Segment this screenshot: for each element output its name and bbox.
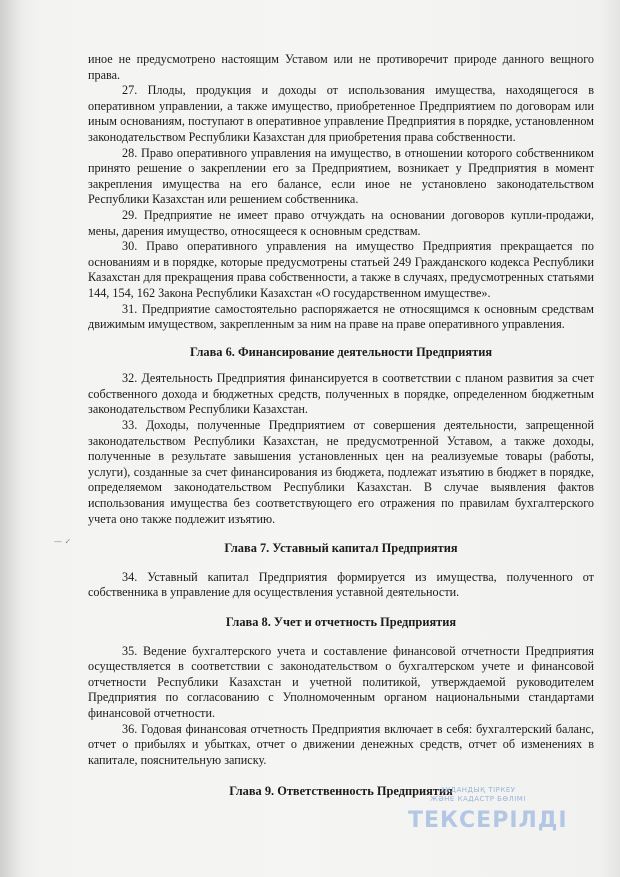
stamp-line-1: АУДАНДЫҚ ТІРКЕУ bbox=[440, 786, 516, 794]
paragraph-30: 30. Право оперативного управления на имущество Предприятия прекращается по основаниям и в порядке, которые предусмотрены статьей 249 Гражданского кодекса Республики Казахстан для прекращения права собственности, а также в случаях, предусмотренных статьями 144, 154, 162 Закона Республики Казахстан «О государственном имуществе». bbox=[88, 239, 594, 300]
paragraph-34: 34. Уставный капитал Предприятия формируется из имущества, полученного от собственника в управление для осуществления уставной деятельности. bbox=[88, 569, 594, 600]
chapter-7-heading: Глава 7. Уставный капитал Предприятия bbox=[224, 541, 458, 556]
paragraph-35: 35. Ведение бухгалтерского учета и составление финансовой отчетности Предприятия осуществляется в соответствии с законодательством о бухгалтерском учете и финансовой отчетности Республики Казахстан и учетной политикой, утверждаемой руководителем Предприятия по согласованию с Уполномоченным органом национальными стандартами финансовой отчетности. bbox=[88, 643, 594, 720]
paragraph-32: 32. Деятельность Предприятия финансируется в соответствии с планом развития за счет собственного дохода и бюджетных средств, полученных в порядке, определенном бюджетным законодательством Республики Казахстан. bbox=[88, 371, 594, 417]
chapter-6-heading: Глава 6. Финансирование деятельности Предприятия bbox=[189, 344, 493, 359]
paragraph-28: 28. Право оперативного управления на имущество, в отношении которого собственником принято решение о закреплении его за Предприятием, возникает у Предприятия в момент закрепления имущества на его балансе, если иное не установлено законодательством Республики Казахстан или решением собственника. bbox=[88, 145, 594, 207]
stamp-line-2: ЖӘНЕ КАДАСТР БӨЛІМІ bbox=[430, 795, 526, 803]
binding-shadow bbox=[0, 0, 22, 877]
document-body bbox=[88, 52, 594, 800]
paragraph-36: 36. Годовая финансовая отчетность Предприятия включает в себя: бухгалтерский баланс, отчет о прибылях и убытках, отчет о движении денежных средств, отчет об изменениях в капитале, пояснительную записку. bbox=[88, 721, 594, 767]
chapter-8-heading: Глава 8. Учет и отчетность Предприятия bbox=[225, 615, 457, 629]
paragraph-33: 33. Доходы, полученные Предприятием от совершения деятельности, запрещенной законодательством Республики Казахстан, не предусмотренной Уставом, а также доходы, полученные в результате завышения установленных цен на реализуемые товары (работы, услуги), созданные за счет финансирования из бюджета, подлежат изъятию в бюджет в порядке, определяемом законодательством Республики Казахстан. В случае выявления фактов использования имущества без соответствующего его отражения по правилам бухгалтерского учета оно также подлежит изъятию. bbox=[88, 418, 594, 526]
chapter-9-heading: Глава 9. Ответственность Предприятия bbox=[229, 784, 453, 799]
paragraph-29: 29. Предприятие не имеет право отчуждать на основании договоров купли-продажи, мены, дарения имущество, относящееся к основным средствам. bbox=[88, 207, 594, 238]
registration-stamp bbox=[408, 786, 568, 842]
paragraph-31: 31. Предприятие самостоятельно распоряжается не относящимся к основным средствам движимым имуществом, закрепленным за ним на праве на праве оперативного управления. bbox=[88, 301, 594, 332]
paragraph-continuation: иное не предусмотрено настоящим Уставом или не противоречит природе данного вещного права. bbox=[88, 52, 594, 82]
stamp-verified-text: ТЕКСЕРІЛДІ bbox=[408, 808, 568, 833]
margin-mark: — ✓ bbox=[54, 537, 72, 546]
paragraph-27: 27. Плоды, продукция и доходы от использования имущества, находящегося в оперативном управлении, а также имущество, приобретенное Предприятием по договорам или иным основаниям, поступают в оперативное управление Предприятия в порядке, установленном законодательством Республики Казахстан для приобретения права собственности. bbox=[88, 83, 594, 144]
